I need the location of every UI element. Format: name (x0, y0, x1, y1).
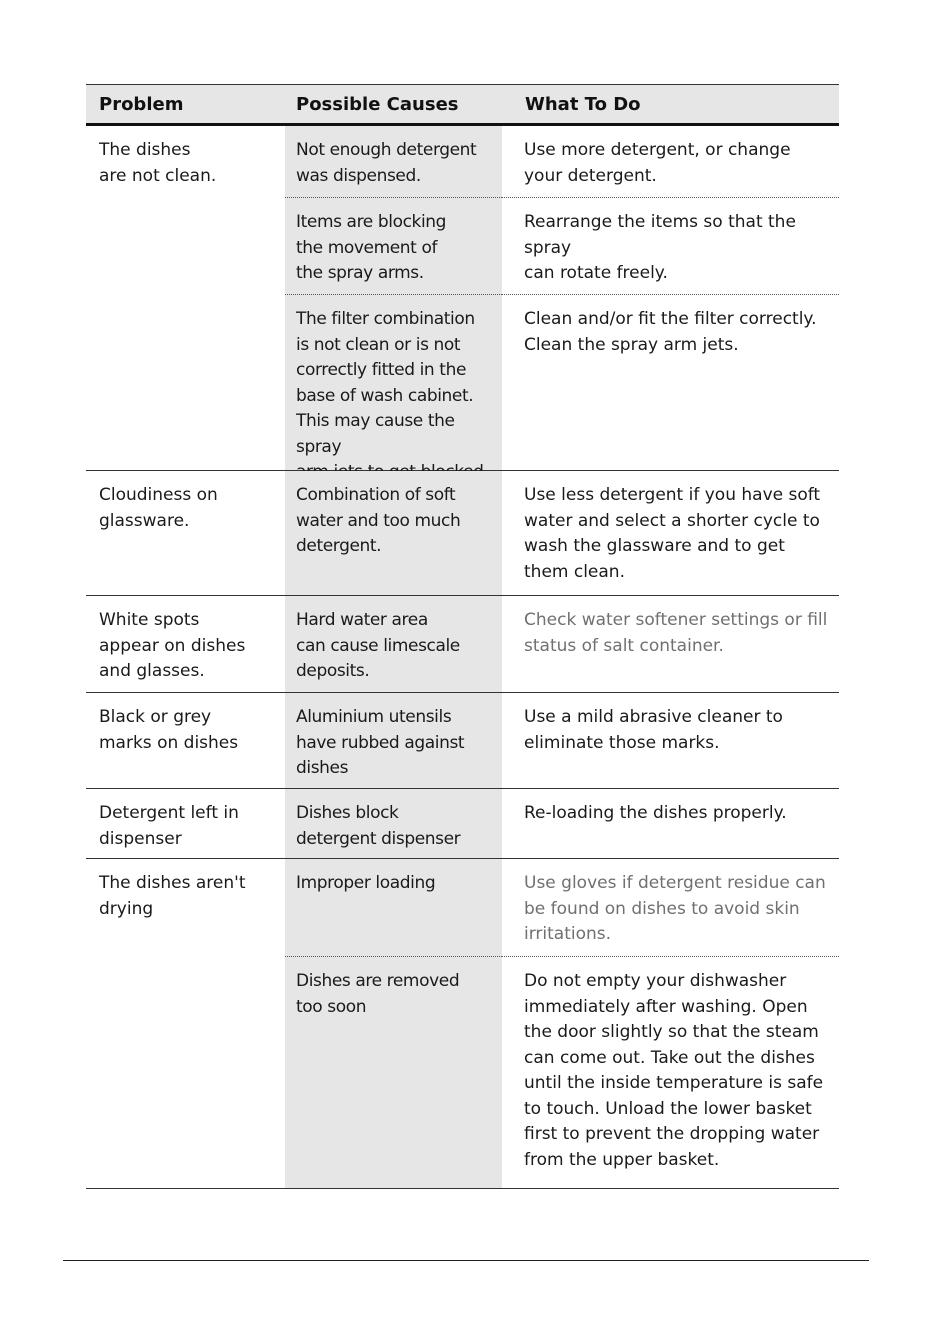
footer-divider (63, 1260, 869, 1261)
table-row (86, 471, 839, 596)
action-cell: Do not empty your dishwasher immediately after washing. Open the door slightly so that the steam can come out. Take out the dishes until the inside temperature is safe to touch. Unload the lower basket first to prevent the dropping water from the upper basket. (502, 956, 839, 1188)
cause-cell: Aluminium utensils have rubbed against dishes (285, 693, 502, 788)
cause-cell: Items are blocking the movement of the spray arms. (285, 197, 502, 294)
action-cell: Use gloves if detergent residue can be found on dishes to avoid skin irritations. (524, 873, 826, 944)
table-row (86, 789, 839, 859)
cause-cell: Dishes block detergent dispenser (285, 789, 502, 858)
action-cell: Clean and/or fit the filter correctly. Clean the spray arm jets. (502, 294, 839, 470)
header-problem: Problem (99, 93, 184, 115)
table-row (86, 859, 839, 1189)
action-cell: Re-loading the dishes properly. (524, 803, 787, 823)
problem-cell: The dishes are not clean. (99, 140, 217, 186)
action-cell: Rearrange the items so that the spray can rotate freely. (502, 197, 839, 294)
action-cell: Use less detergent if you have soft water and select a shorter cycle to wash the glassware and to get them clean. (524, 485, 821, 582)
problem-cell: Black or grey marks on dishes (99, 707, 239, 753)
table-row (86, 596, 839, 693)
table-header (86, 84, 839, 126)
header-what-to-do: What To Do (525, 93, 641, 115)
table-row (86, 126, 839, 471)
cause-cell: The filter combination is not clean or is not correctly fitted in the base of wash cabinet. This may cause the spray (285, 294, 502, 470)
cause-cell: Dishes are removed too soon (285, 956, 502, 1188)
problem-cell: Detergent left in dispenser (99, 803, 239, 849)
cause-cell: Not enough detergent was dispensed. (285, 126, 502, 197)
action-cell: Check water softener settings or fill status of salt container. (524, 610, 828, 656)
problem-cell: White spots appear on dishes and glasses. (99, 610, 246, 681)
cause-cell: Improper loading (285, 859, 502, 956)
problem-cell: Cloudiness on glassware. (99, 485, 218, 531)
table-row (86, 693, 839, 789)
header-possible-causes: Possible Causes (296, 93, 459, 115)
problem-cell: The dishes aren't drying (99, 873, 246, 919)
action-cell: Use a mild abrasive cleaner to eliminate those marks. (524, 707, 783, 753)
cause-cell: Combination of soft water and too much detergent. (285, 471, 502, 595)
troubleshooting-table (86, 84, 839, 1189)
cause-cell: Hard water area can cause limescale deposits. (285, 596, 502, 692)
action-cell: Use more detergent, or change your detergent. (524, 140, 791, 186)
